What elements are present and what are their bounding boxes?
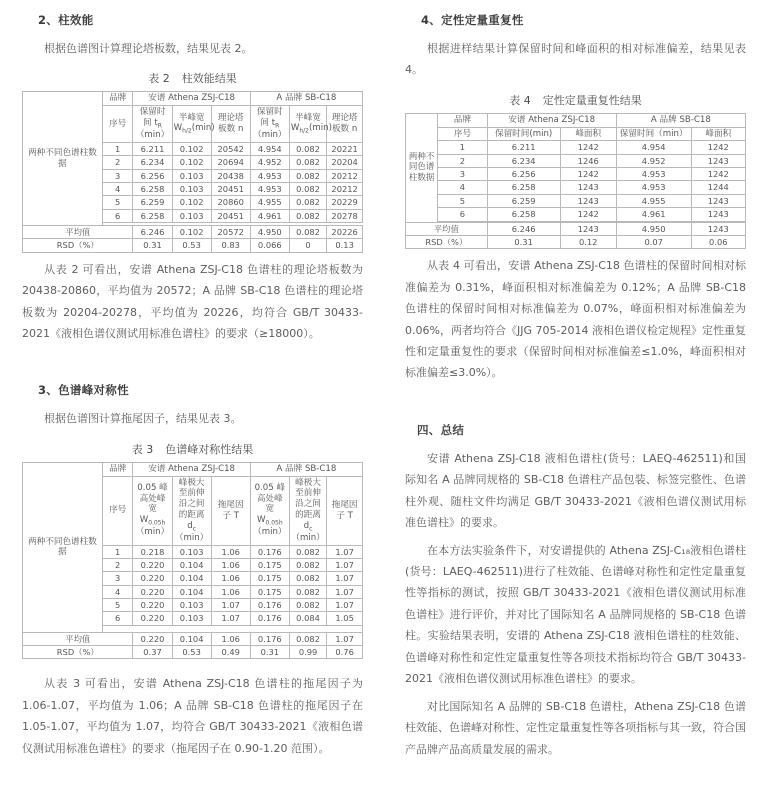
- rsd-w-b: 0: [289, 239, 326, 252]
- section-4-heading: 4、定性定量重复性: [421, 13, 524, 27]
- n-l1: 理论塔: [331, 113, 358, 124]
- cell-rt-b: 4.952: [250, 156, 289, 169]
- w005-sub: 0.05h: [265, 519, 283, 527]
- cell-no: 4: [438, 181, 487, 194]
- table-2-col-width-b: [289, 106, 332, 143]
- rsd-rt-a: 0.31: [487, 235, 560, 248]
- cell-rt-b: 4.953: [616, 181, 691, 194]
- w005-l3: 宽 W: [139, 504, 157, 526]
- cell-n-a: 20451: [211, 209, 250, 222]
- w005-l1: 0.05 峰: [137, 483, 168, 494]
- n-l2: 板数 n: [331, 124, 358, 135]
- cell-area-b: 1243: [691, 208, 745, 221]
- table-row-rsd: [23, 646, 363, 659]
- table-2-caption-number: 表 2: [148, 72, 170, 86]
- cell-rt-b: 4.954: [616, 141, 691, 154]
- table-2-brand-header: 品牌: [102, 92, 133, 106]
- d-l4: 的距离: [295, 509, 321, 520]
- section-2-heading: 2、柱效能: [38, 13, 94, 27]
- avg-n-a: 20572: [211, 226, 250, 239]
- cell-area-a: 1243: [560, 194, 616, 207]
- section-2-conclusion: 从表 2 可看出，安谱 Athena ZSJ-C18 色谱柱的理论塔板数为 20438-20860，平均值为 20572；A 品牌 SB-C18 色谱柱的理论塔板数为 20204-20278，平均值为 20226，均符合 GB/T 30433-2021《液相色谱仪测试用标准色谱柱》的要求（≥18000）。: [22, 262, 363, 341]
- cell-rt-a: 6.259: [133, 196, 172, 209]
- cell-rt-a: 6.234: [487, 154, 560, 167]
- table-3-col-tf-a: [211, 476, 250, 545]
- cell-w-b: 0.082: [289, 196, 326, 209]
- table-row: [406, 141, 746, 154]
- cell-w-b: 0.082: [289, 156, 326, 169]
- section-3-intro: 根据色谱图计算拖尾因子，结果见表 3。: [44, 412, 242, 426]
- table-2-rsd-label: RSD（%）: [23, 239, 133, 252]
- table-2-brand-b: A 品牌 SB-C18: [250, 92, 362, 106]
- cell-no: 1: [102, 142, 133, 155]
- table-row: [406, 113, 746, 127]
- d-sub: c: [192, 525, 197, 533]
- d-l3: 沿之间: [178, 499, 205, 510]
- cell-d-b: 0.082: [289, 585, 326, 598]
- cell-no: 1: [102, 545, 133, 558]
- cell-w-a: 0.220: [133, 598, 172, 611]
- cell-rt-b: 4.961: [250, 209, 289, 222]
- cell-rt-a: 6.258: [487, 181, 560, 194]
- table-3-brand-b: A 品牌 SB-C18: [250, 462, 362, 476]
- w005-l3: 宽 W: [256, 504, 275, 526]
- rt-l2: 间 t: [143, 117, 158, 128]
- cell-rt-b: 4.955: [616, 194, 691, 207]
- cell-t-a: 1.06: [211, 545, 250, 558]
- cell-t-b: 1.07: [327, 585, 363, 598]
- cell-t-b: 1.07: [327, 558, 363, 571]
- cell-w-b: 0.176: [250, 612, 289, 625]
- w005-l1: 0.05 峰: [254, 483, 286, 494]
- table-4-caption-title: 定性定量重复性结果: [542, 93, 642, 107]
- cell-d-b: 0.082: [289, 598, 326, 611]
- cell-t-a: 1.06: [211, 585, 250, 598]
- cell-d-b: 0.082: [289, 572, 326, 585]
- cell-n-b: 20204: [327, 156, 363, 169]
- summary-paragraph-1: 安谱 Athena ZSJ-C18 液相色谱柱(货号：LAEQ-462511)和国际知名 A 品牌同规格的 SB-C18 色谱柱产品包装、标签完整性、色谱柱外观、随柱文件均满足 GB/T 30433-2021《液相色谱仪测试用标准色谱柱》的要求。: [405, 451, 746, 530]
- rsd-w-a: 0.53: [172, 239, 211, 252]
- cell-rt-a: 6.211: [487, 141, 560, 154]
- table-row-average: [406, 222, 746, 235]
- cell-t-b: 1.07: [327, 545, 363, 558]
- d-sub: c: [309, 525, 313, 533]
- avg-t-a: 1.06: [211, 632, 250, 645]
- table-3-col-w005-a: [133, 476, 172, 545]
- d-l5: d: [187, 520, 193, 531]
- cell-w-b: 0.176: [250, 545, 289, 558]
- w005-l4: （min）: [135, 527, 170, 538]
- avg-w-b: 0.082: [289, 226, 326, 239]
- cell-d-a: 0.103: [172, 545, 211, 558]
- table-3-col-w005-b: [250, 476, 289, 545]
- table-3-avg-label: 平均值: [23, 632, 133, 645]
- cell-rt-a: 6.234: [133, 156, 172, 169]
- cell-w-a: 0.220: [133, 612, 172, 625]
- cell-w-b: 0.082: [289, 182, 326, 195]
- cell-area-b: 1244: [691, 181, 745, 194]
- cell-rt-b: 4.954: [250, 142, 289, 155]
- summary-paragraph-2: 在本方法实验条件下，对安谱提供的 Athena ZSJ-C₁₈液相色谱柱(货号：LAEQ-462511)进行了柱效能、色谱峰对称性和定性定量重复性等指标的测试，按照 GB/T 30433-2021《液相色谱仪测试用标准色谱柱》进行评价，并对比了国际知名 A 品牌同规格的 SB-C18 色谱柱。实验结果表明，安谱的 Athena ZSJ-C18 液相色谱柱的柱效能、色谱峰对称性和定性定量重复性等各项技术指标均符合 GB/T 30433-2021《液相色谱仪测试用标准色谱柱》的要求。: [405, 543, 746, 686]
- n-l2: 板数 n: [218, 124, 244, 135]
- table-3-col-seq: 序号: [102, 476, 133, 545]
- cell-no: 6: [438, 208, 487, 221]
- rsd-n-a: 0.83: [211, 239, 250, 252]
- cell-area-a: 1242: [560, 208, 616, 221]
- cell-n-b: 20212: [327, 182, 363, 195]
- cell-d-a: 0.104: [172, 558, 211, 571]
- cell-t-b: 1.05: [327, 612, 363, 625]
- table-4-brand-a: 安谱 Athena ZSJ-C18: [487, 113, 616, 127]
- table-3-caption-number: 表 3: [131, 442, 154, 456]
- table-4-caption: [405, 92, 746, 108]
- rsd-w-a: 0.37: [133, 646, 172, 659]
- d-l5: d: [303, 520, 310, 531]
- cell-no: 2: [438, 154, 487, 167]
- table-2: [22, 91, 363, 252]
- table-4-rsd-label: RSD（%）: [406, 235, 488, 248]
- table-4-col-rt-b: 保留时间（min）: [616, 127, 691, 141]
- cell-area-b: 1243: [691, 194, 745, 207]
- tf-l1: 拖尾因: [217, 499, 244, 510]
- table-4-row-label: 两种不同色谱柱数据: [406, 113, 438, 222]
- avg-rt-b: 4.950: [250, 226, 289, 239]
- table-2-col-width-a: [172, 106, 215, 143]
- cell-n-b: 20229: [327, 196, 363, 209]
- tf-l2: 子 T: [336, 510, 353, 521]
- table-3-rsd-label: RSD（%）: [23, 646, 133, 659]
- table-3-col-d-a: [172, 476, 211, 545]
- cell-rt-b: 4.953: [616, 168, 691, 181]
- cell-n-b: 20212: [327, 169, 363, 182]
- table-row: [23, 462, 363, 476]
- rt-sub: R: [275, 122, 280, 130]
- w-l1: 半峰宽: [295, 112, 321, 123]
- cell-no: 5: [102, 196, 133, 209]
- rt-l1: 保留时: [256, 107, 283, 118]
- section-3-conclusion: 从表 3 可看出，安谱 Athena ZSJ-C18 色谱柱的拖尾因子为 1.06-1.07，平均值为 1.06；A 品牌 SB-C18 色谱柱的拖尾因子在 1.05-1.07，平均值为 1.07，均符合 GB/T 30433-2021《液相色谱仪测试用标准色谱柱》的要求（拖尾因子在 0.90-1.20 范围）。: [22, 677, 363, 755]
- cell-w-a: 0.103: [172, 169, 211, 182]
- d-l4: 的距离: [178, 509, 205, 520]
- w-l3: (min): [191, 123, 215, 134]
- cell-w-b: 0.175: [250, 558, 289, 571]
- cell-t-a: 1.07: [211, 598, 250, 611]
- cell-w-b: 0.175: [250, 572, 289, 585]
- table-row: [406, 181, 746, 194]
- cell-n-b: 20278: [327, 209, 363, 222]
- w005-l2: 高处峰: [139, 493, 166, 504]
- w-sub: h/2: [299, 127, 310, 135]
- cell-area-b: 1242: [691, 168, 745, 181]
- table-3-col-tf-b: [327, 476, 363, 545]
- cell-area-b: 1243: [691, 154, 745, 167]
- table-2-row-label: 两种不同色谱柱数据: [23, 92, 103, 226]
- w-l1: 半峰宽: [178, 112, 205, 123]
- cell-n-a: 20438: [211, 169, 250, 182]
- rt-l3: （min）: [135, 130, 170, 141]
- table-4-brand-header: 品牌: [438, 113, 487, 127]
- table-3: [22, 462, 363, 660]
- cell-no: 2: [102, 156, 133, 169]
- cell-no: 3: [102, 169, 133, 182]
- rt-l3: （min）: [253, 130, 287, 141]
- cell-d-b: 0.082: [289, 545, 326, 558]
- w-sub: h/2: [182, 127, 192, 135]
- avg-rt-b: 4.950: [616, 222, 691, 235]
- table-4-col-area-a: 峰面积: [560, 127, 616, 141]
- cell-d-a: 0.104: [172, 585, 211, 598]
- cell-w-a: 0.102: [172, 156, 211, 169]
- table-row: [23, 92, 363, 106]
- cell-w-b: 0.176: [250, 598, 289, 611]
- w005-l4: （min）: [253, 527, 287, 538]
- table-row: [406, 127, 746, 141]
- d-l2: 至前伸: [295, 488, 321, 499]
- cell-no: 6: [102, 612, 133, 625]
- table-4-col-area-b: 峰面积: [691, 127, 745, 141]
- cell-no: 1: [438, 141, 487, 154]
- table-2-brand-a: 安谱 Athena ZSJ-C18: [133, 92, 250, 106]
- table-3-row-label: 两种不同色谱柱数据: [23, 462, 103, 632]
- w-l3: (min): [309, 123, 332, 134]
- cell-area-a: 1242: [560, 141, 616, 154]
- cell-t-a: 1.07: [211, 612, 250, 625]
- table-2-caption-title: 柱效能结果: [181, 72, 237, 86]
- cell-rt-b: 4.952: [616, 154, 691, 167]
- cell-w-b: 0.175: [250, 585, 289, 598]
- cell-no: 5: [438, 194, 487, 207]
- table-row: [406, 194, 746, 207]
- rsd-t-a: 0.49: [211, 646, 250, 659]
- rsd-t-b: 0.76: [327, 646, 363, 659]
- cell-w-a: 0.103: [172, 209, 211, 222]
- d-l3: 沿之间: [295, 499, 321, 510]
- cell-t-a: 1.06: [211, 558, 250, 571]
- d-l1: 峰极大: [295, 477, 321, 488]
- section-3-heading: 3、色谱峰对称性: [38, 383, 129, 398]
- avg-rt-a: 6.246: [133, 226, 172, 239]
- table-2-col-plates-b: [327, 106, 363, 143]
- avg-n-b: 20226: [327, 226, 363, 239]
- cell-no: 3: [102, 572, 133, 585]
- d-l6: （min）: [291, 532, 325, 543]
- avg-w-a: 0.102: [172, 226, 211, 239]
- w005-l2: 高处峰: [256, 493, 283, 504]
- rsd-d-b: 0.99: [289, 646, 326, 659]
- cell-rt-a: 6.256: [133, 169, 172, 182]
- cell-rt-b: 4.953: [250, 169, 289, 182]
- rsd-w-b: 0.31: [250, 646, 289, 659]
- cell-rt-a: 6.259: [487, 194, 560, 207]
- table-3-caption-title: 色谱峰对称性结果: [165, 442, 254, 456]
- cell-rt-a: 6.256: [487, 168, 560, 181]
- avg-t-b: 1.07: [327, 632, 363, 645]
- cell-no: 4: [102, 182, 133, 195]
- cell-rt-a: 6.211: [133, 142, 172, 155]
- cell-w-b: 0.082: [289, 169, 326, 182]
- avg-w-b: 0.176: [250, 632, 289, 645]
- section-4-conclusion: 从表 4 可看出，安谱 Athena ZSJ-C18 色谱柱的保留时间相对标准偏差为 0.31%，峰面积相对标准偏差为 0.12%；A 品牌 SB-C18 色谱柱的保留时间相对标准偏差为 0.07%，峰面积相对标准偏差为 0.06%，两者均符合《JJG 705-2014 液相色谱仪检定规程》定性重复性和定量重复性的要求（保留时间相对标准偏差≤1.0%，峰面积相对标准偏差≤3.0%）。: [405, 259, 746, 380]
- avg-d-b: 0.082: [289, 632, 326, 645]
- rsd-area-a: 0.12: [560, 235, 616, 248]
- cell-rt-a: 6.258: [133, 182, 172, 195]
- table-row-rsd: [23, 239, 363, 252]
- w-l2: W: [173, 123, 183, 134]
- cell-no: 4: [102, 585, 133, 598]
- table-row: [406, 208, 746, 221]
- cell-rt-b: 4.955: [250, 196, 289, 209]
- table-4-brand-b: A 品牌 SB-C18: [616, 113, 745, 127]
- cell-area-a: 1242: [560, 168, 616, 181]
- table-3-brand-a: 安谱 Athena ZSJ-C18: [133, 462, 250, 476]
- cell-rt-b: 4.953: [250, 182, 289, 195]
- cell-w-a: 0.218: [133, 545, 172, 558]
- cell-n-a: 20694: [211, 156, 250, 169]
- avg-area-a: 1243: [560, 222, 616, 235]
- cell-w-b: 0.082: [289, 142, 326, 155]
- rsd-rt-a: 0.31: [133, 239, 172, 252]
- rsd-n-b: 0.13: [327, 239, 363, 252]
- cell-w-a: 0.220: [133, 585, 172, 598]
- rsd-rt-b: 0.07: [616, 235, 691, 248]
- section-2-intro: 根据色谱图计算理论塔板数，结果见表 2。: [44, 42, 253, 55]
- table-4-col-rt-a: 保留时间(min): [487, 127, 560, 141]
- rsd-rt-b: 0.066: [250, 239, 289, 252]
- cell-d-a: 0.103: [172, 612, 211, 625]
- cell-area-a: 1246: [560, 154, 616, 167]
- n-l1: 理论塔: [217, 113, 244, 124]
- avg-rt-a: 6.246: [487, 222, 560, 235]
- cell-w-a: 0.103: [172, 182, 211, 195]
- cell-rt-b: 4.961: [616, 208, 691, 221]
- table-2-col-rt-b: [250, 106, 289, 143]
- table-3-brand-header: 品牌: [102, 462, 133, 476]
- table-row-average: [23, 226, 363, 239]
- table-4: [405, 113, 746, 249]
- summary-heading: 四、总结: [417, 422, 465, 437]
- cell-d-a: 0.103: [172, 598, 211, 611]
- table-4-caption-number: 表 4: [509, 93, 531, 107]
- cell-rt-a: 6.258: [487, 208, 560, 221]
- cell-w-a: 0.102: [172, 142, 211, 155]
- rt-sub: R: [157, 122, 162, 130]
- cell-area-a: 1243: [560, 181, 616, 194]
- tf-l2: 子 T: [222, 510, 239, 521]
- tf-l1: 拖尾因: [331, 499, 358, 510]
- table-4-col-seq: 序号: [438, 127, 487, 141]
- cell-area-b: 1242: [691, 141, 745, 154]
- cell-d-a: 0.104: [172, 572, 211, 585]
- avg-area-b: 1243: [691, 222, 745, 235]
- cell-w-b: 0.082: [289, 209, 326, 222]
- table-2-col-rt-a: [133, 106, 172, 143]
- right-column: [381, 0, 762, 808]
- rt-l2: 间 t: [260, 117, 276, 128]
- rt-l1: 保留时: [139, 107, 166, 118]
- cell-t-b: 1.07: [327, 572, 363, 585]
- cell-rt-a: 6.258: [133, 209, 172, 222]
- w-l2: W: [290, 123, 300, 134]
- cell-d-b: 0.084: [289, 612, 326, 625]
- table-2-col-seq: 序号: [102, 106, 133, 143]
- d-l2: 至前伸: [178, 488, 205, 499]
- avg-w-a: 0.220: [133, 632, 172, 645]
- cell-no: 3: [438, 168, 487, 181]
- cell-w-a: 0.220: [133, 572, 172, 585]
- table-2-caption: [22, 70, 363, 86]
- table-row: [406, 168, 746, 181]
- cell-no: 5: [102, 598, 133, 611]
- cell-n-b: 20221: [327, 142, 363, 155]
- cell-n-a: 20451: [211, 182, 250, 195]
- d-l6: （min）: [174, 532, 209, 543]
- w005-sub: 0.05h: [148, 519, 166, 527]
- summary-paragraph-3: 对比国际知名 A 品牌的 SB-C18 色谱柱，Athena ZSJ-C18 色谱柱效能、色谱峰对称性、定性定量重复性等各项指标与其一致，符合国产品牌产品高质量发展的需求。: [405, 699, 746, 756]
- table-3-caption: [22, 441, 363, 457]
- cell-t-b: 1.07: [327, 598, 363, 611]
- table-2-avg-label: 平均值: [23, 226, 133, 239]
- table-row-rsd: [406, 235, 746, 248]
- rsd-area-b: 0.06: [691, 235, 745, 248]
- section-4-intro: 根据进样结果计算保留时间和峰面积的相对标准偏差，结果见表 4。: [405, 42, 746, 77]
- cell-n-a: 20542: [211, 142, 250, 155]
- table-2-col-plates-a: [211, 106, 250, 143]
- cell-t-a: 1.06: [211, 572, 250, 585]
- cell-d-b: 0.082: [289, 558, 326, 571]
- d-l1: 峰极大: [178, 477, 205, 488]
- table-3-col-d-b: [289, 476, 326, 545]
- cell-n-a: 20860: [211, 196, 250, 209]
- table-4-avg-label: 平均值: [406, 222, 488, 235]
- table-row: [406, 154, 746, 167]
- table-row-average: [23, 632, 363, 645]
- cell-no: 2: [102, 558, 133, 571]
- cell-no: 6: [102, 209, 133, 222]
- avg-d-a: 0.104: [172, 632, 211, 645]
- cell-w-a: 0.220: [133, 558, 172, 571]
- cell-w-a: 0.102: [172, 196, 211, 209]
- rsd-d-a: 0.53: [172, 646, 211, 659]
